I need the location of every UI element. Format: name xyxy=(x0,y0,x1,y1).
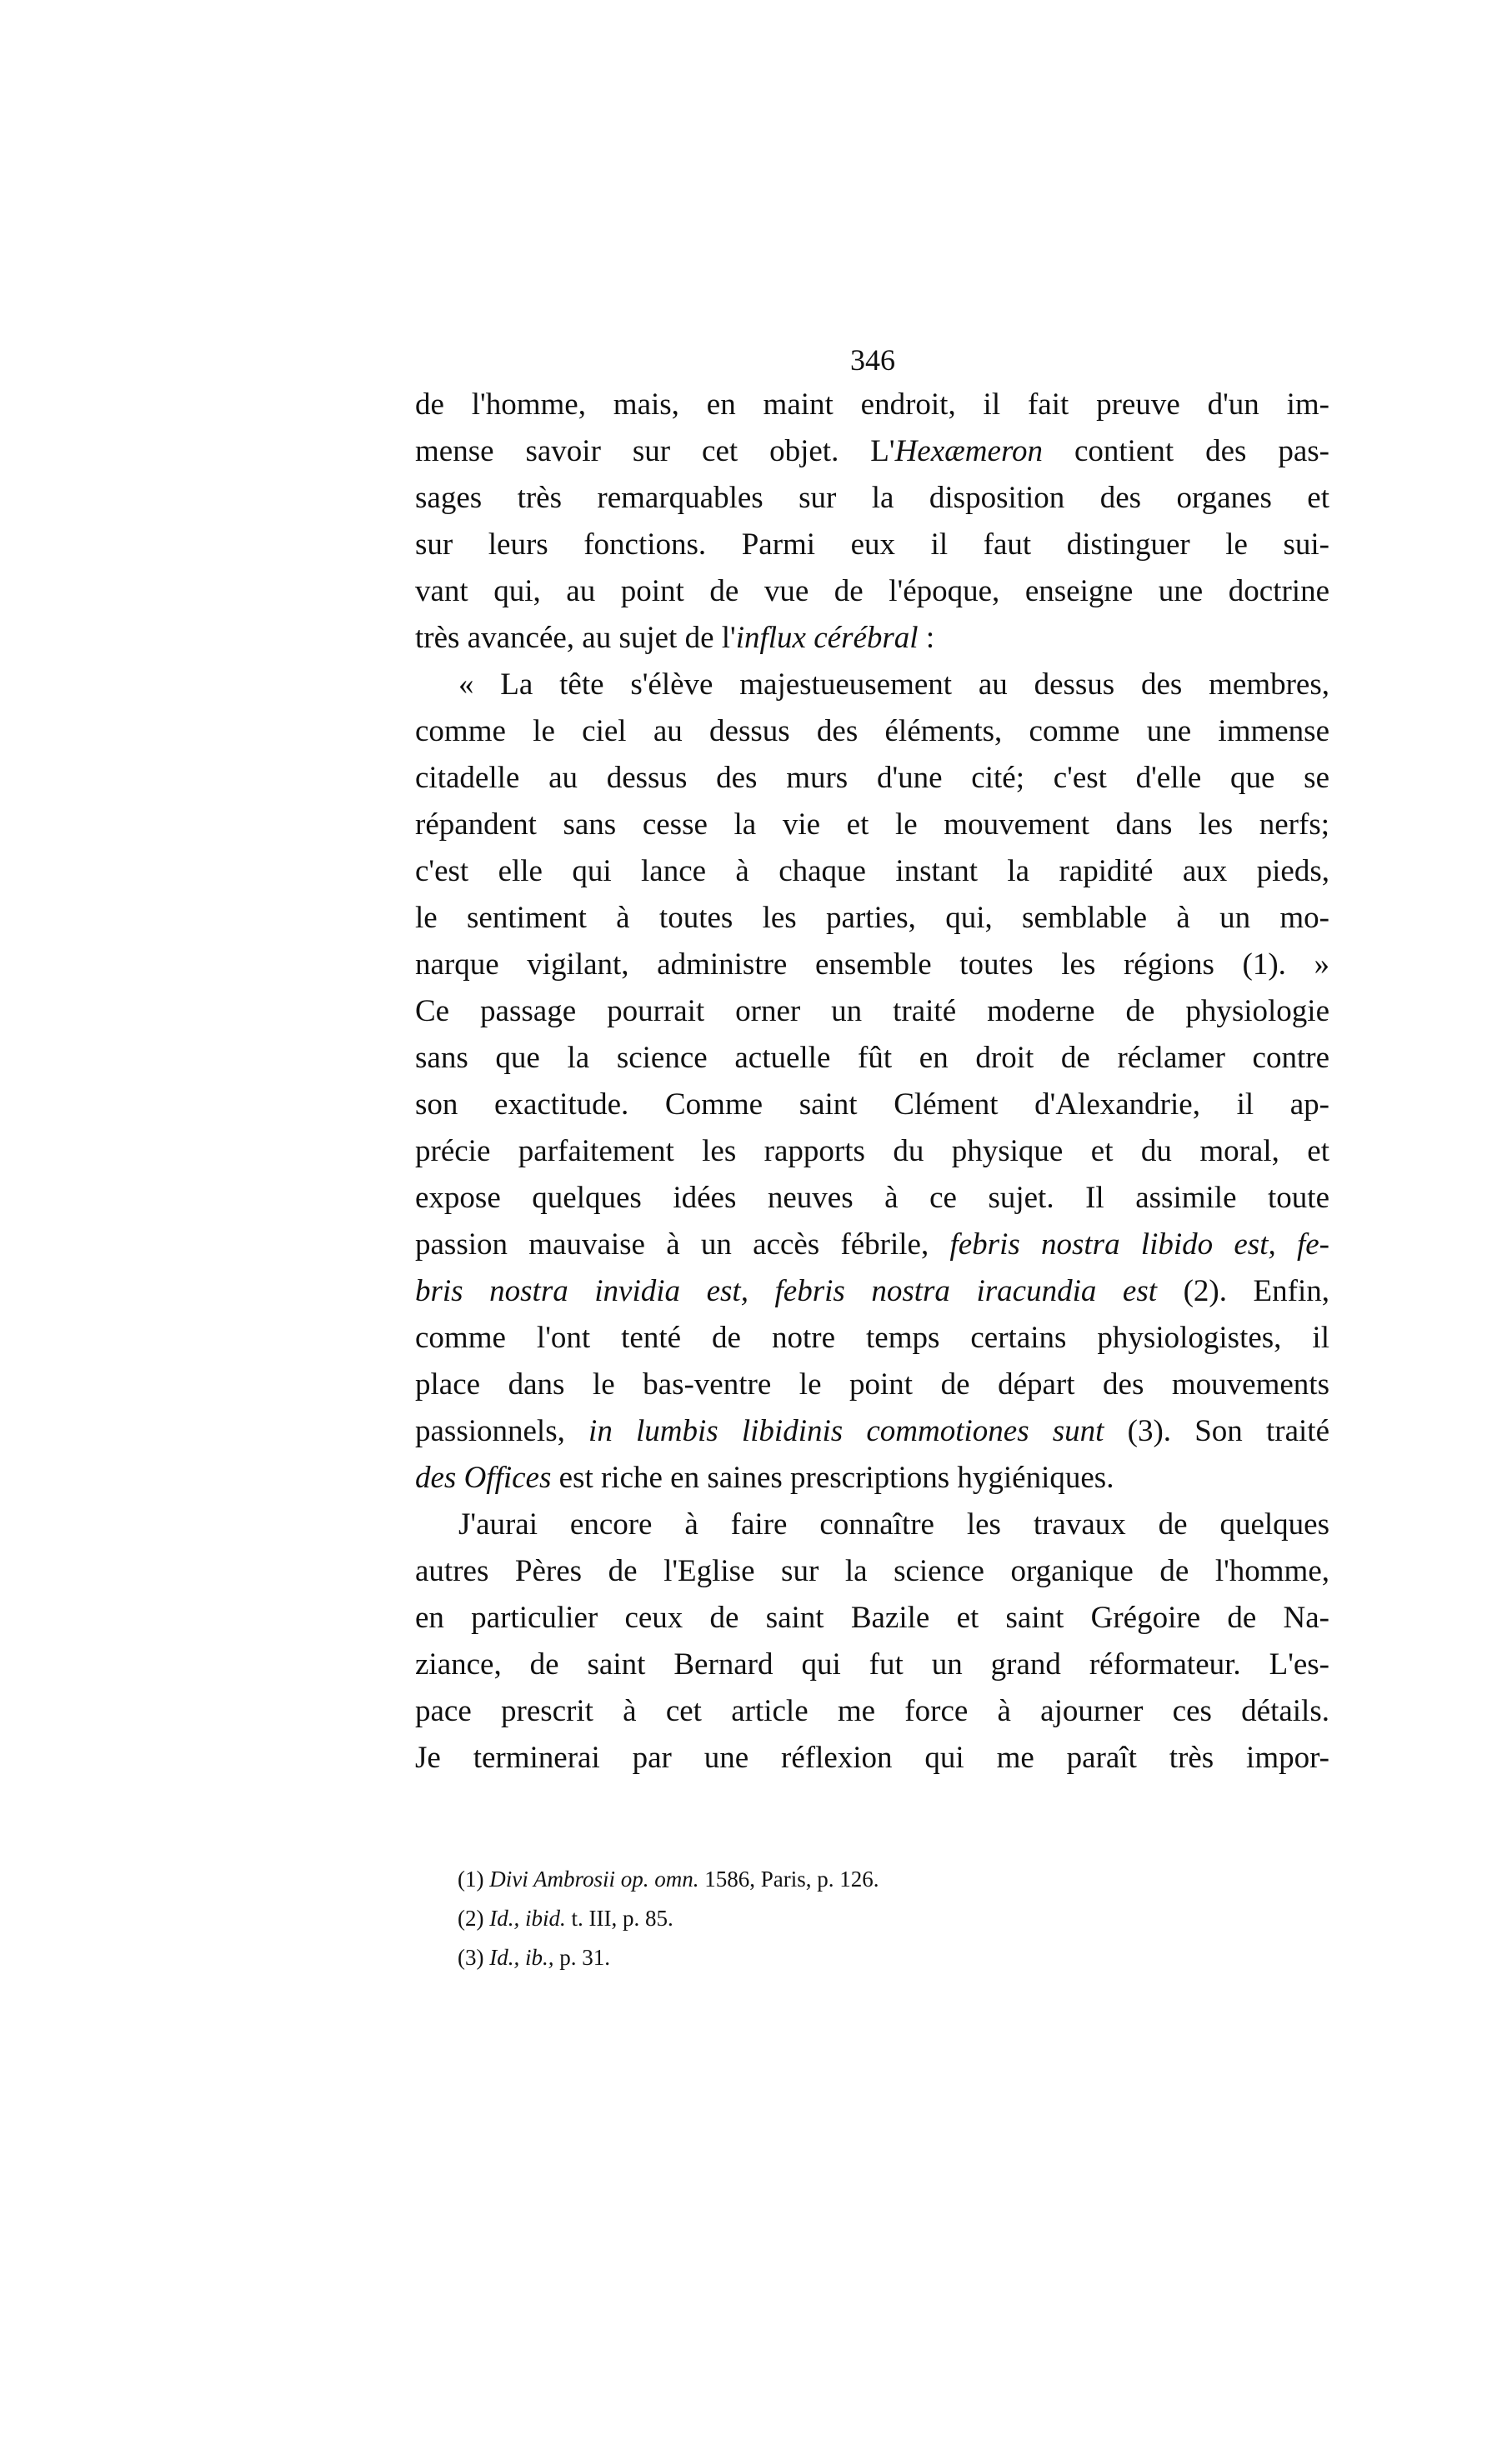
text-segment: de l'homme, mais, en maint endroit, il fait preuve d'un im- xyxy=(415,387,1329,422)
text-line xyxy=(415,942,1329,988)
italic-text: Id., ib., xyxy=(489,1945,554,1970)
text-segment: vant qui, au point de vue de l'époque, enseigne une doctrine xyxy=(415,574,1329,608)
text-segment: citadelle au dessus des murs d'une cité; c'est d'elle que se xyxy=(415,761,1329,795)
text-line xyxy=(415,615,1329,662)
text-segment: autres Pères de l'Eglise sur la science organique de l'homme, xyxy=(415,1554,1329,1588)
text-segment: (2). Enfin, xyxy=(1157,1274,1329,1308)
text-line xyxy=(415,1408,1329,1455)
text-segment: très avancée, au sujet de l' xyxy=(415,621,736,655)
text-line xyxy=(415,1035,1329,1082)
text-segment: répandent sans cesse la vie et le mouvement dans les nerfs; xyxy=(415,807,1329,842)
footnote xyxy=(458,1899,1091,1938)
text-line xyxy=(415,1642,1329,1688)
text-line xyxy=(415,1502,1329,1548)
text-line xyxy=(415,895,1329,942)
text-segment: est riche en saines prescriptions hygiéniques. xyxy=(551,1461,1114,1495)
italic-text: Hexæmeron xyxy=(894,434,1043,468)
text-segment: comme l'ont tenté de notre temps certains physiologistes, il xyxy=(415,1321,1329,1355)
text-line xyxy=(415,428,1329,475)
page-number: 346 xyxy=(850,343,895,377)
text-segment: (1) xyxy=(458,1867,490,1892)
text-line xyxy=(415,1082,1329,1128)
text-segment: Ce passage pourrait orner un traité moderne de physiologie xyxy=(415,994,1329,1028)
text-line xyxy=(415,988,1329,1035)
text-segment: passion mauvaise à un accès fébrile, xyxy=(415,1227,950,1262)
text-line xyxy=(415,848,1329,895)
text-line xyxy=(415,475,1329,522)
text-segment: expose quelques idées neuves à ce sujet. Il assimile toute xyxy=(415,1181,1329,1215)
text-segment: Je terminerai par une réflexion qui me paraît très impor- xyxy=(415,1741,1329,1775)
text-line xyxy=(415,755,1329,802)
text-segment: pace prescrit à cet article me force à ajourner ces détails. xyxy=(415,1694,1329,1728)
footnote xyxy=(458,1860,1091,1899)
text-segment: sans que la science actuelle fût en droit de réclamer contre xyxy=(415,1041,1329,1075)
text-line xyxy=(415,1175,1329,1222)
text-segment: p. 31. xyxy=(553,1945,610,1970)
text-line xyxy=(415,382,1329,428)
text-line xyxy=(415,1455,1329,1502)
body-text xyxy=(415,382,1329,1782)
text-segment: « La tête s'élève majestueusement au dessus des membres, xyxy=(458,667,1329,702)
text-segment: place dans le bas-ventre le point de départ des mouvements xyxy=(415,1367,1329,1402)
text-line xyxy=(415,1548,1329,1595)
text-segment: mense savoir sur cet objet. L' xyxy=(415,434,895,468)
text-segment: : xyxy=(918,621,935,655)
italic-text: Id., ibid. xyxy=(489,1906,566,1931)
text-segment: t. III, p. 85. xyxy=(565,1906,673,1931)
text-line xyxy=(415,708,1329,755)
text-line xyxy=(415,568,1329,615)
text-line xyxy=(415,1595,1329,1642)
text-segment: (3) xyxy=(458,1945,490,1970)
text-line xyxy=(415,522,1329,568)
text-segment: (3). Son traité xyxy=(1104,1414,1329,1448)
text-line xyxy=(415,1128,1329,1175)
text-segment: sages très remarquables sur la disposition des organes et xyxy=(415,481,1329,515)
text-segment: précie parfaitement les rapports du physique et du moral, et xyxy=(415,1134,1329,1168)
text-line xyxy=(415,802,1329,848)
text-line xyxy=(415,1362,1329,1408)
text-segment: c'est elle qui lance à chaque instant la rapidité aux pieds, xyxy=(415,854,1329,888)
text-line xyxy=(415,1222,1329,1268)
text-segment: ziance, de saint Bernard qui fut un grand réformateur. L'es- xyxy=(415,1647,1329,1682)
text-segment: comme le ciel au dessus des éléments, comme une immense xyxy=(415,714,1329,748)
text-segment: J'aurai encore à faire connaître les travaux de quelques xyxy=(458,1507,1329,1542)
italic-text: bris nostra invidia est, febris nostra iracundia est xyxy=(415,1274,1158,1308)
footnotes xyxy=(458,1860,1091,1977)
text-line xyxy=(415,1315,1329,1362)
text-segment: son exactitude. Comme saint Clément d'Alexandrie, il ap- xyxy=(415,1087,1329,1122)
text-segment: en particulier ceux de saint Bazile et saint Grégoire de Na- xyxy=(415,1601,1329,1635)
text-line xyxy=(415,1268,1329,1315)
text-line xyxy=(415,662,1329,708)
italic-text: influx cérébral xyxy=(735,621,919,655)
text-segment: sur leurs fonctions. Parmi eux il faut distinguer le sui- xyxy=(415,527,1329,562)
text-segment: 1586, Paris, p. 126. xyxy=(698,1867,879,1892)
text-segment: passionnels, xyxy=(415,1414,589,1448)
italic-text: des Offices xyxy=(415,1461,552,1495)
text-segment: contient des pas- xyxy=(1042,434,1329,468)
footnote xyxy=(458,1938,1091,1977)
italic-text: febris nostra libido est, fe- xyxy=(949,1227,1329,1262)
text-line xyxy=(415,1688,1329,1735)
italic-text: in lumbis libidinis commotiones sunt xyxy=(588,1414,1104,1448)
text-line xyxy=(415,1735,1329,1782)
italic-text: Divi Ambrosii op. omn. xyxy=(489,1867,699,1892)
text-segment: narque vigilant, administre ensemble toutes les régions (1). » xyxy=(415,947,1329,982)
text-segment: le sentiment à toutes les parties, qui, semblable à un mo- xyxy=(415,901,1329,935)
text-segment: (2) xyxy=(458,1906,490,1931)
